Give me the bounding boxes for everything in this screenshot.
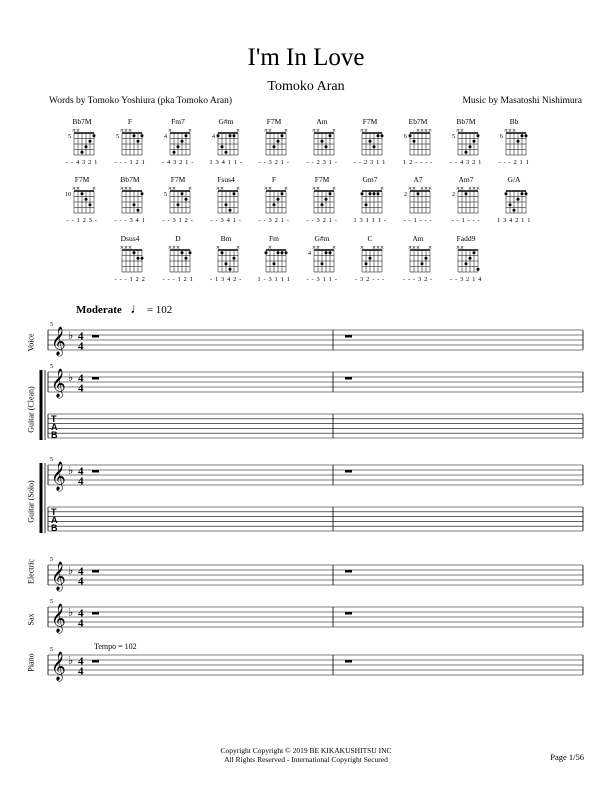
whole-rest <box>345 335 352 338</box>
whole-rest <box>92 660 99 663</box>
chord-fingering: - - 3 1 2 - <box>162 217 194 224</box>
measure-number: 5 <box>50 322 53 328</box>
chord-name: F <box>271 175 277 184</box>
chord-name: Bb <box>509 117 519 126</box>
fret-number: 4 <box>212 134 215 140</box>
fret-number: 5 <box>116 134 119 140</box>
piano-tempo-text: Tempo = 102 <box>94 642 137 651</box>
time-signature-top: 4 <box>78 565 84 578</box>
muted-string-icon: × <box>459 244 465 251</box>
song-title: I'm In Love <box>247 44 365 71</box>
muted-string-icon: × <box>455 244 461 251</box>
time-signature-bottom: 4 <box>78 575 84 588</box>
time-signature-top: 4 <box>78 465 84 478</box>
muted-string-icon: × <box>375 244 381 251</box>
chord-fingering: - - - 1 2 1 <box>162 276 194 283</box>
muted-string-icon: × <box>315 185 321 192</box>
muted-string-icon: × <box>127 185 133 192</box>
instrument-label-guitar-clean: Guitar (Clean) <box>26 386 36 433</box>
fret-number: 5 <box>68 134 71 140</box>
muted-string-icon: × <box>187 127 193 134</box>
muted-string-icon: × <box>127 127 133 134</box>
chord-fingering: - - 3 2 1 - <box>258 159 290 166</box>
copyright-footer <box>0 746 612 764</box>
muted-string-icon: × <box>507 127 513 134</box>
muted-string-icon: × <box>315 244 321 251</box>
instrument-label-voice: Voice <box>26 333 36 352</box>
muted-string-icon: × <box>75 127 81 134</box>
muted-string-icon: × <box>167 185 173 192</box>
chord-fingering: - - - 3 2 - <box>403 276 433 283</box>
chord-name: Am <box>412 234 424 243</box>
staff-gclean-tab <box>48 414 583 440</box>
chord-name: Bm <box>220 234 232 243</box>
muted-string-icon: × <box>419 185 425 192</box>
fret-number: 5 <box>452 134 455 140</box>
treble-clef-icon: 𝄞 <box>51 461 66 490</box>
muted-string-icon: × <box>359 244 365 251</box>
muted-string-icon: × <box>423 127 429 134</box>
time-signature-top: 4 <box>78 330 84 343</box>
tab-label-letter: B <box>51 430 58 440</box>
fret-number: 6 <box>500 134 503 140</box>
muted-string-icon: × <box>71 127 77 134</box>
muted-string-icon: × <box>407 244 413 251</box>
muted-string-icon: × <box>215 244 221 251</box>
measure-number: 5 <box>50 647 53 653</box>
chord-name: Eb7M <box>408 117 428 126</box>
muted-string-icon: × <box>331 127 337 134</box>
whole-rest <box>92 570 99 573</box>
whole-rest <box>92 470 99 473</box>
treble-clef-icon: 𝄞 <box>51 651 66 680</box>
flat-sign-icon: ♭ <box>68 564 74 577</box>
chord-name: G#m <box>218 117 234 126</box>
instrument-label-guitar-solo: Guitar (Solo) <box>26 480 36 523</box>
chord-fingering: - - 3 4 1 - <box>210 217 242 224</box>
fret-number: 2 <box>404 192 407 198</box>
whole-rest <box>345 660 352 663</box>
muted-string-icon: × <box>415 244 421 251</box>
staff-sax-std <box>48 599 583 633</box>
chord-fingering: 1 - 3 1 1 1 <box>257 276 291 283</box>
measure-number: 5 <box>50 599 53 605</box>
chord-name: F7M <box>314 175 330 184</box>
chord-fingering: 1 3 4 2 1 1 <box>496 217 532 224</box>
muted-string-icon: × <box>475 185 481 192</box>
muted-string-icon: × <box>219 185 225 192</box>
chord-name: F7M <box>170 175 186 184</box>
muted-string-icon: × <box>311 127 317 134</box>
muted-string-icon: × <box>123 244 129 251</box>
chord-name: F <box>127 117 133 126</box>
muted-string-icon: × <box>119 185 125 192</box>
time-signature-bottom: 4 <box>78 617 84 630</box>
time-signature-bottom: 4 <box>78 382 84 395</box>
muted-string-icon: × <box>167 127 173 134</box>
muted-string-icon: × <box>267 244 273 251</box>
muted-string-icon: × <box>267 127 273 134</box>
muted-string-icon: × <box>283 185 289 192</box>
chord-fingering: - - 1 2 3 - <box>66 217 98 224</box>
instrument-label-sax: Sax <box>26 613 36 626</box>
muted-string-icon: × <box>75 185 81 192</box>
tab-label-letter: T <box>51 414 57 424</box>
whole-rest <box>92 335 99 338</box>
muted-string-icon: × <box>123 185 129 192</box>
chord-fingering: - - - 1 2 1 <box>114 159 146 166</box>
time-signature-bottom: 4 <box>78 340 84 353</box>
chord-name: Am7 <box>458 175 474 184</box>
muted-string-icon: × <box>235 127 241 134</box>
muted-string-icon: × <box>455 185 461 192</box>
tab-label-letter: T <box>51 507 57 517</box>
staff-gclean-std <box>48 364 583 398</box>
muted-string-icon: × <box>423 185 429 192</box>
treble-clef-icon: 𝄞 <box>51 326 66 355</box>
chord-name: D <box>175 234 181 243</box>
measure-number: 5 <box>50 364 53 370</box>
muted-string-icon: × <box>427 127 433 134</box>
whole-rest <box>345 470 352 473</box>
muted-string-icon: × <box>455 127 461 134</box>
muted-string-icon: × <box>379 185 385 192</box>
chord-name: F7M <box>362 117 378 126</box>
muted-string-icon: × <box>503 127 509 134</box>
tab-label-letter: A <box>51 515 58 525</box>
chord-fingering: - - 1 - - - <box>451 217 481 224</box>
flat-sign-icon: ♭ <box>68 606 74 619</box>
muted-string-icon: × <box>267 185 273 192</box>
staff-gsolo-std <box>48 457 583 491</box>
measure-number: 5 <box>50 457 53 463</box>
muted-string-icon: × <box>91 185 97 192</box>
time-signature-bottom: 4 <box>78 475 84 488</box>
flat-sign-icon: ♭ <box>68 371 74 384</box>
muted-string-icon: × <box>363 127 369 134</box>
tab-label-letter: A <box>51 422 58 432</box>
chord-fingering: - 3 2 - - - <box>355 276 385 283</box>
chord-name: G/A <box>507 175 521 184</box>
muted-string-icon: × <box>235 244 241 251</box>
whole-rest <box>345 377 352 380</box>
muted-string-icon: × <box>459 185 465 192</box>
measure-number: 5 <box>50 557 53 563</box>
time-signature-top: 4 <box>78 607 84 620</box>
muted-string-icon: × <box>471 185 477 192</box>
chord-name: Am <box>316 117 328 126</box>
time-signature-bottom: 4 <box>78 665 84 678</box>
whole-rest <box>345 612 352 615</box>
quarter-note-icon: ♩ <box>130 302 145 317</box>
artist-name: Tomoko Aran <box>267 79 345 94</box>
muted-string-icon: × <box>359 127 365 134</box>
staff-gsolo-tab <box>48 507 583 533</box>
muted-string-icon: × <box>71 185 77 192</box>
muted-string-icon: × <box>379 244 385 251</box>
muted-string-icon: × <box>119 244 125 251</box>
muted-string-icon: × <box>215 185 221 192</box>
whole-rest <box>92 377 99 380</box>
muted-string-icon: × <box>427 244 433 251</box>
chord-name: Fm <box>268 234 279 243</box>
chord-fingering: - - - 1 2 2 <box>114 276 146 283</box>
page-number: Page 1/56 <box>550 752 584 762</box>
chord-name: Bb7M <box>72 117 92 126</box>
chord-name: F7M <box>266 117 282 126</box>
muted-string-icon: × <box>119 127 125 134</box>
muted-string-icon: × <box>459 127 465 134</box>
muted-string-icon: × <box>311 185 317 192</box>
tempo-label: Moderate <box>76 304 122 316</box>
chord-name: Bb7M <box>456 117 476 126</box>
chord-fingering: - - - 2 1 1 <box>498 159 530 166</box>
muted-string-icon: × <box>427 185 433 192</box>
muted-string-icon: × <box>331 185 337 192</box>
chord-fingering: - 4 3 2 1 - <box>161 159 195 166</box>
chord-name: Fsus4 <box>217 175 235 184</box>
muted-string-icon: × <box>467 185 473 192</box>
muted-string-icon: × <box>415 127 421 134</box>
chord-name: A7 <box>413 175 423 184</box>
staff-voice-std <box>48 322 583 356</box>
muted-string-icon: × <box>311 244 317 251</box>
chord-fingering: - 1 3 4 2 - <box>209 276 243 283</box>
chord-name: Bb7M <box>120 175 140 184</box>
staff-electric-std <box>48 557 583 591</box>
chord-name: Gm7 <box>362 175 378 184</box>
chord-fingering: - - 3 2 1 - <box>306 217 338 224</box>
words-credit: Words by Tomoko Yoshiura (pka Tomoko Aran) <box>49 96 233 106</box>
chord-name: Fadd9 <box>456 234 476 243</box>
chord-name: G#m <box>314 234 330 243</box>
time-signature-top: 4 <box>78 655 84 668</box>
muted-string-icon: × <box>187 185 193 192</box>
chord-fingering: - - 3 1 1 - <box>306 276 338 283</box>
muted-string-icon: × <box>171 185 177 192</box>
muted-string-icon: × <box>167 244 173 251</box>
fret-number: 4 <box>164 134 167 140</box>
tab-label-letter: B <box>51 523 58 533</box>
muted-string-icon: × <box>331 244 337 251</box>
chord-fingering: - - 3 2 1 - <box>258 217 290 224</box>
chord-name: F7M <box>74 175 90 184</box>
chord-name: Dsus4 <box>120 234 140 243</box>
muted-string-icon: × <box>171 244 177 251</box>
copyright-line-2: All Rights Reserved - International Copyright Secured <box>224 755 388 764</box>
copyright-line-1: Copyright Copyright © 2019 BE KIKAKUSHITSU INC <box>220 746 392 755</box>
muted-string-icon: × <box>235 185 241 192</box>
muted-string-icon: × <box>419 127 425 134</box>
music-credit: Music by Masatoshi Nishimura <box>462 96 582 106</box>
instrument-label-piano: Piano <box>26 653 36 672</box>
fret-number: 6 <box>404 134 407 140</box>
chord-fingering: - - 2 3 1 - <box>306 159 338 166</box>
flat-sign-icon: ♭ <box>68 654 74 667</box>
muted-string-icon: × <box>263 185 269 192</box>
chord-fingering: 1 3 1 1 1 - <box>353 217 387 224</box>
muted-string-icon: × <box>127 244 133 251</box>
chord-fingering: - - 1 - - - <box>403 217 433 224</box>
chord-name: Fm7 <box>171 117 185 126</box>
chord-name: C <box>367 234 373 243</box>
chord-fingering: 1 3 4 1 1 - <box>209 159 243 166</box>
instrument-label-electric: Electric <box>26 559 36 584</box>
chord-fingering: - - 2 3 1 1 <box>353 159 387 166</box>
flat-sign-icon: ♭ <box>68 329 74 342</box>
muted-string-icon: × <box>411 244 417 251</box>
muted-string-icon: × <box>371 244 377 251</box>
muted-string-icon: × <box>123 127 129 134</box>
whole-rest <box>345 570 352 573</box>
chord-fingering: - - 4 3 2 1 <box>449 159 483 166</box>
treble-clef-icon: 𝄞 <box>51 561 66 590</box>
tempo-value: = 102 <box>146 304 173 316</box>
fret-number: 10 <box>65 192 71 198</box>
muted-string-icon: × <box>263 127 269 134</box>
staff-piano-std <box>48 647 583 681</box>
fret-number: 4 <box>308 251 311 257</box>
chord-fingering: 1 2 - - - - <box>403 159 433 166</box>
chord-fingering: - - 4 3 2 1 <box>65 159 99 166</box>
fret-number: 5 <box>164 192 167 198</box>
muted-string-icon: × <box>315 127 321 134</box>
whole-rest <box>92 612 99 615</box>
chord-fingering: - - - 3 4 1 <box>114 217 146 224</box>
time-signature-top: 4 <box>78 372 84 385</box>
muted-string-icon: × <box>411 185 417 192</box>
muted-string-icon: × <box>175 244 181 251</box>
treble-clef-icon: 𝄞 <box>51 603 66 632</box>
treble-clef-icon: 𝄞 <box>51 368 66 397</box>
muted-string-icon: × <box>407 185 413 192</box>
fret-number: 2 <box>452 192 455 198</box>
muted-string-icon: × <box>283 127 289 134</box>
chord-fingering: - - 3 2 1 4 <box>449 276 483 283</box>
muted-string-icon: × <box>511 127 517 134</box>
flat-sign-icon: ♭ <box>68 464 74 477</box>
